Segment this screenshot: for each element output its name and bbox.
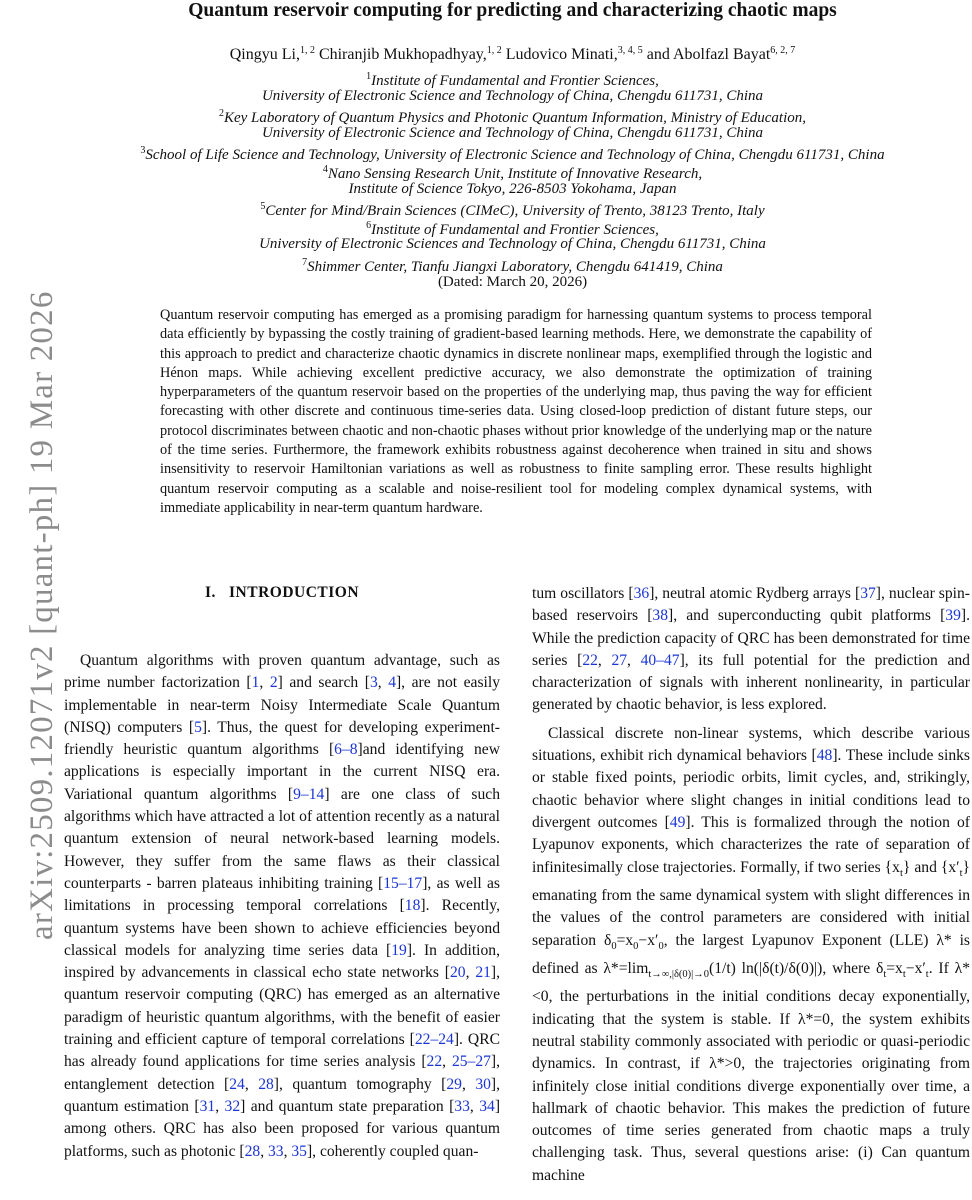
intro-paragraph-2	[532, 723, 970, 1187]
arxiv-identifier: arXiv:2509.12071v2 [quant-ph] 19 Mar 2026	[24, 290, 60, 940]
text-run: ]. Recently, quantum systems have been shown to achieve efficiencies beyond classical models for analyzing time series data [	[64, 897, 500, 959]
subscript: t	[899, 867, 903, 879]
text-run: =x	[616, 931, 634, 949]
affiliation-line	[60, 105, 965, 127]
affiliation-list	[60, 68, 965, 291]
text-run: ], coherently coupled quan-	[306, 1142, 479, 1160]
text-run: ,	[465, 964, 476, 982]
affiliation-text: Center for Mind/Brain Sciences (CIMeC), University of Trento, 38123 Trento, Italy	[265, 203, 765, 220]
text-run: ,	[377, 674, 389, 692]
text-run: ]and identifying new applications is especially important in the current NISQ era. Variational quantum algorithms [	[64, 741, 500, 803]
text-run: =x	[886, 959, 903, 977]
citation-link[interactable]: 33	[454, 1097, 470, 1115]
affiliation-text: University of Electronic Science and Technology of China, Chengdu 611731, China	[261, 87, 764, 104]
text-run: ]. In addition, inspired by advancements in classical echo state networks [	[64, 941, 500, 982]
citation-link[interactable]: 22	[582, 651, 598, 669]
text-run: ] and search [	[277, 674, 370, 692]
text-run: ,	[461, 1075, 476, 1093]
dated-line: (Dated: March 20, 2026)	[437, 273, 588, 290]
affiliation-text: Shimmer Center, Tianfu Jiangxi Laboratory, Chengdu 641419, China	[307, 258, 723, 275]
left-column	[64, 583, 500, 1163]
text-run: ], quantum estimation [	[64, 1075, 501, 1115]
citation-link[interactable]: 5	[194, 718, 202, 736]
affiliation-text: Institute of Fundamental and Frontier Sciences,	[371, 73, 659, 89]
author-name: Ludovico Minati,	[505, 46, 618, 63]
citation-link[interactable]: 39	[945, 607, 961, 625]
affiliation-line	[60, 87, 965, 106]
intro-paragraph-1	[64, 650, 500, 1163]
author-name: Qingyu Li,	[229, 46, 300, 63]
intro-paragraph-1-continued	[532, 583, 970, 717]
citation-link[interactable]: 40–47	[640, 651, 680, 669]
affiliation-marker: 3	[140, 145, 146, 157]
arxiv-watermark	[0, 0, 60, 1200]
affiliation-text: University of Electronic Science and Technology of China, Chengdu 611731, China	[261, 124, 764, 141]
citation-link[interactable]: 38	[652, 607, 669, 625]
affiliation-text: School of Life Science and Technology, University of Electronic Science and Technology of China, Chengdu 611731, China	[145, 147, 885, 164]
affiliation-text: Nano Sensing Research Unit, Institute of Innovative Research,	[327, 165, 703, 182]
text-run: , the largest Lyapunov Exponent (LLE) λ* is defined as λ*=lim	[532, 931, 971, 977]
citation-link[interactable]: 49	[669, 813, 686, 831]
text-run: ,	[259, 674, 270, 692]
text-run: ], quantum tomography [	[273, 1075, 447, 1093]
affiliation-line	[60, 254, 965, 273]
citation-link[interactable]: 22	[426, 1053, 443, 1071]
text-run: ]. Thus, the quest for developing experiment-friendly heuristic quantum algorithms [	[64, 718, 500, 759]
text-run: ,	[627, 651, 641, 669]
citation-link[interactable]: 34	[479, 1097, 495, 1115]
subscript: 0	[633, 940, 639, 952]
affiliation-line	[60, 198, 965, 220]
citation-link[interactable]: 24	[229, 1075, 245, 1093]
author-affiliation-marker: 3, 4, 5	[617, 45, 643, 56]
citation-link[interactable]: 33	[267, 1142, 284, 1160]
citation-link[interactable]: 18	[404, 897, 421, 915]
subscript: t	[959, 867, 963, 879]
text-run: (1/t) ln(|δ(t)/δ(0)|), where δ	[709, 959, 884, 977]
author-affiliation-marker: 1, 2	[299, 45, 315, 56]
citation-link[interactable]: 36	[633, 585, 650, 602]
text-run: ]. These include sinks or stable fixed points, periodic orbits, limit cycles, and, strikingly, chaotic behavior where slight changes in initial conditions lead to divergent outcomes [	[532, 747, 970, 831]
affiliation-line	[60, 142, 965, 164]
author-list	[60, 40, 965, 66]
citation-link[interactable]: 37	[860, 585, 876, 602]
citation-link[interactable]: 28	[258, 1075, 274, 1093]
paper-title: Quantum reservoir computing for predicting and characterizing chaotic maps	[188, 0, 837, 21]
text-run: ,	[244, 1075, 259, 1093]
author-affiliation-marker: 6, 2, 7	[770, 45, 796, 56]
affiliation-line	[60, 124, 965, 143]
citation-link[interactable]: 20	[450, 964, 466, 982]
affiliation-marker: 6	[366, 219, 372, 231]
affiliation-line	[60, 161, 965, 180]
subscript: 0	[611, 940, 617, 952]
citation-link[interactable]: 29	[446, 1075, 462, 1093]
citation-link[interactable]: 35	[291, 1142, 307, 1160]
subscript: t	[902, 969, 906, 981]
citation-link[interactable]: 3	[369, 674, 378, 692]
affiliation-text: Institute of Fundamental and Frontier Sciences,	[371, 221, 659, 238]
author-name: and Abolfazl Bayat	[646, 46, 771, 63]
affiliation-marker: 7	[302, 256, 308, 268]
author-affiliation-marker: 1, 2	[486, 45, 502, 56]
citation-link[interactable]: 21	[475, 964, 491, 982]
right-column	[532, 583, 970, 1187]
abstract: Quantum reservoir computing has emerged as a promising paradigm for harnessing quantum systems to process temporal data efficiently by bypassing the costly training of gradient-based learning methods. Here, we demonstrate the capability of this approach to predict and characterize chaotic dynamics in discrete nonlinear maps, exemplified through the logistic and Hénon maps. While achieving excellent predictive accuracy, we also demonstrate the optimization of training hyperparameters of the quantum reservoir based on the properties of the underlying map, thus paving the way for efficient forecasting with other discrete and continuous time-series data. Using closed-loop prediction of distant future steps, our protocol discriminates between chaotic and non-chaotic phases without prior knowledge of the underlying map or the nature of the time series. Furthermore, the framework exhibits robustness against decoherence when trained in situ and shows insensitivity to reservoir Hamiltonian variations as well as robustness to finite sampling error. These results highlight quantum reservoir computing as a scalable and noise-resilient tool for modeling complex dynamical systems, with immediate applicability in near-term quantum hardware.	[160, 307, 872, 516]
text-run: ,	[215, 1097, 225, 1115]
text-run: ], its full potential for the prediction and characterization of signals with inherent nonlinearity, in particular generated by chaotic behavior, is less explored.	[532, 651, 970, 714]
text-run: ,	[442, 1053, 452, 1071]
text-run: ], and superconducting qubit platforms [	[668, 607, 946, 625]
text-run: ]. This is formalized through the notion of Lyapunov exponents, which characterizes the rate of separation of infinitesimally close trajectories. Formally, if two series {x	[532, 813, 970, 876]
text-run: Classical discrete non-linear systems, which describe various situations, exhibit rich dynamical behaviors [	[532, 724, 970, 765]
text-run: Quantum algorithms with proven quantum advantage, such as prime number factorization [	[64, 652, 500, 692]
text-run: ,	[597, 651, 612, 669]
citation-link[interactable]: 32	[224, 1097, 241, 1115]
citation-link[interactable]: 2	[269, 674, 278, 692]
affiliation-text: University of Electronic Sciences and Technology of China, Chengdu 611731, China	[259, 236, 766, 253]
citation-link[interactable]: 28	[244, 1142, 261, 1160]
text-run: −x′	[905, 959, 926, 977]
citation-link[interactable]: 9–14	[293, 785, 325, 803]
citation-link[interactable]: 48	[816, 747, 833, 765]
affiliation-line	[60, 235, 965, 254]
text-run: −x′	[638, 931, 659, 949]
text-run: ], entanglement detection [	[64, 1053, 501, 1093]
author-name: Chiranjib Mukhopadhyay,	[318, 46, 487, 63]
citation-link[interactable]: 4	[388, 674, 396, 692]
text-run: ], as well as limitations in processing temporal correlations [	[64, 874, 500, 915]
affiliation-text: Key Laboratory of Quantum Physics and Photonic Quantum Information, Ministry of Education,	[223, 110, 807, 127]
text-run: ,	[469, 1097, 480, 1115]
section-title: INTRODUCTION	[229, 584, 360, 601]
text-run: ] are one class of such algorithms which have attracted a lot of attention recently as a natural quantum extension of neural network-based learning models. However, they suffer from the same flaws as their classical counterparts - barren plateaus inhibiting training [	[64, 785, 501, 892]
section-heading-introduction	[64, 583, 500, 603]
affiliation-line	[60, 180, 965, 199]
text-run: ] and quantum state preparation [	[240, 1097, 455, 1115]
affiliation-text: Institute of Science Tokyo, 226-8503 Yokohama, Japan	[348, 180, 677, 197]
section-number: I.	[204, 584, 216, 601]
citation-link[interactable]: 1	[251, 674, 260, 692]
subscript: t	[883, 969, 887, 981]
text-run: tum oscillators [	[532, 585, 634, 602]
citation-link[interactable]: 25–27	[451, 1053, 491, 1071]
citation-link[interactable]: 30	[475, 1075, 491, 1093]
affiliation-marker: 4	[322, 163, 328, 175]
text-run: ,	[283, 1142, 292, 1160]
affiliation-marker: 5	[260, 201, 266, 213]
affiliation-marker: 2	[218, 108, 224, 120]
text-run: ] among others. QRC has also been proposed for various quantum platforms, such as photonic [	[64, 1097, 501, 1160]
affiliation-line	[60, 68, 965, 87]
subscript: t	[925, 969, 929, 981]
text-run: ], nuclear spin-based reservoirs [	[532, 585, 970, 625]
text-run: ], quantum reservoir computing (QRC) has emerged as an alternative paradigm of heuristic quantum algorithms, with the benefit of easier training and efficient capture of temporal correlations [	[64, 964, 500, 1049]
text-run: } emanating from the same dynamical system with slight differences in the values of the control parameters are considered with initial separation δ	[532, 858, 970, 949]
affiliation-line	[60, 217, 965, 236]
citation-link[interactable]: 6–8	[334, 741, 358, 759]
affiliation-marker: 1	[366, 71, 372, 82]
text-run: ]. QRC has already found applications for time series analysis [	[64, 1031, 500, 1071]
text-run: ]. While the prediction capacity of QRC has been demonstrated for time series [	[532, 607, 970, 669]
subscript: t→∞,|δ(0)|→0	[648, 969, 710, 981]
subscript: 0	[658, 940, 664, 952]
text-run: ,	[260, 1142, 268, 1160]
citation-link[interactable]: 31	[199, 1097, 216, 1115]
citation-link[interactable]: 19	[391, 941, 407, 959]
text-run: } and {x′	[902, 858, 960, 876]
text-run: ], are not easily implementable in near-term Noisy Intermediate Scale Quantum (NISQ) computers [	[64, 674, 501, 736]
text-run: . If λ*<0, the perturbations in the initial conditions decay exponentially, indicating that the system is stable. If λ*=0, the system exhibits neutral stability commonly associated with periodic or quasi-periodic dynamics. In contrast, if λ*>0, the trajectories originating from infinitely close initial conditions diverge exponentially over time, a hallmark of chaotic behavior. This makes the prediction of future outcomes of time series generated from chaotic maps a truly challenging task. Thus, several questions arise: (i) Can quantum machine	[532, 959, 970, 1184]
citation-link[interactable]: 22–24	[414, 1031, 454, 1049]
citation-link[interactable]: 15–17	[383, 874, 423, 892]
text-run: ], neutral atomic Rydberg arrays [	[649, 585, 861, 602]
citation-link[interactable]: 27	[611, 651, 628, 669]
